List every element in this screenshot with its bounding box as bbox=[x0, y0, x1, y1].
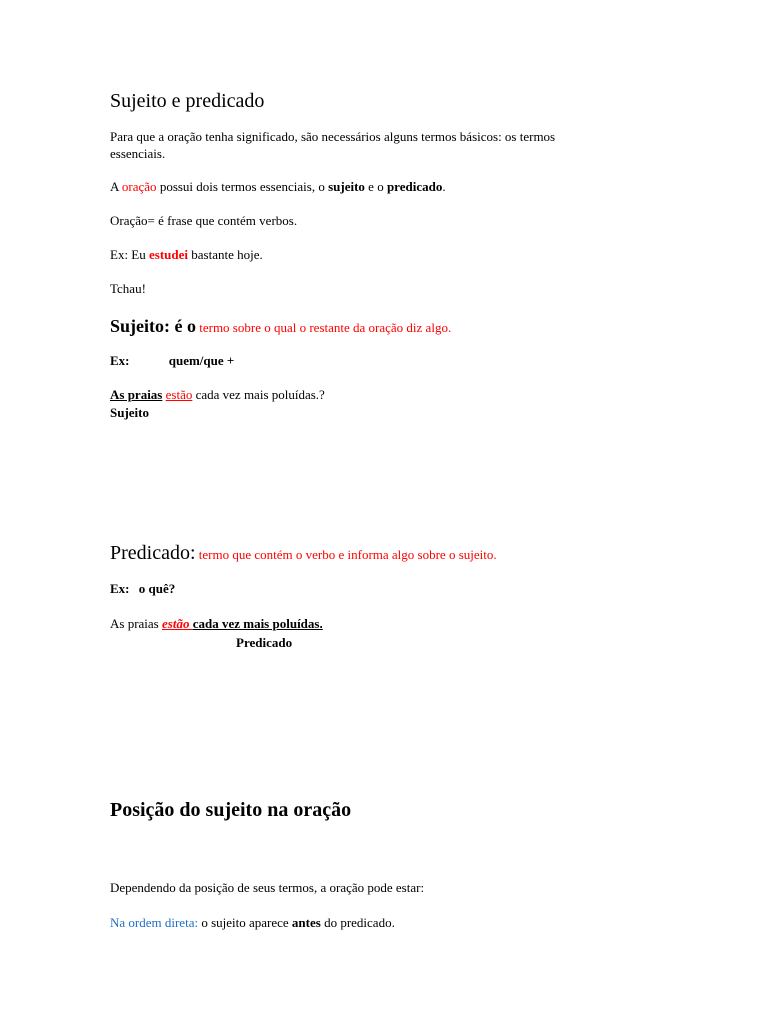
definition-oracao: Oração= é frase que contém verbos. bbox=[110, 213, 298, 228]
sentence-rest: cada vez mais poluídas.? bbox=[192, 387, 325, 402]
ex-label: Ex: bbox=[110, 353, 130, 368]
highlight-oracao: oração bbox=[121, 179, 157, 194]
goodbye-text: Tchau! bbox=[110, 281, 146, 296]
text-segment: do predicado. bbox=[320, 915, 395, 930]
heading-sujeito: Sujeito: é o bbox=[110, 316, 196, 336]
text-segment: . bbox=[442, 179, 446, 194]
heading-sujeito-e-predicado: Sujeito e predicado bbox=[110, 90, 265, 112]
verb-estao: estão bbox=[165, 387, 193, 402]
highlight-predicado: predicado bbox=[386, 179, 443, 194]
predicado-example-label bbox=[110, 580, 175, 598]
highlight-estudei: estudei bbox=[149, 247, 188, 262]
caption-predicado: Predicado bbox=[236, 635, 293, 650]
label-ordem-direta: Na ordem direta: bbox=[110, 915, 199, 930]
text-segment: o sujeito aparece bbox=[198, 915, 292, 930]
subject-as-praias: As praias bbox=[110, 387, 163, 402]
caption-sujeito: Sujeito bbox=[110, 405, 149, 420]
example-estudei bbox=[110, 246, 263, 264]
highlight-sujeito: sujeito bbox=[328, 179, 365, 194]
predicate-rest: cada vez mais poluídas. bbox=[192, 616, 323, 631]
heading-posicao-sujeito: Posição do sujeito na oração bbox=[110, 799, 352, 821]
highlight-antes: antes bbox=[291, 915, 321, 930]
intro-line-2: essenciais. bbox=[110, 146, 166, 161]
sujeito-example-label bbox=[110, 352, 234, 370]
sujeito-definition bbox=[110, 314, 451, 338]
ex-label: Ex: bbox=[110, 581, 130, 596]
verb-estao: estão bbox=[162, 616, 193, 631]
text-segment: Ex: Eu bbox=[110, 247, 149, 262]
heading-predicado: Predicado: bbox=[110, 542, 196, 564]
sentence-prefix: As praias bbox=[110, 616, 162, 631]
predicado-definition bbox=[110, 540, 497, 566]
predicado-example-sentence bbox=[110, 615, 323, 633]
text-segment: possui dois termos essenciais, o bbox=[156, 179, 329, 194]
essential-terms-paragraph bbox=[110, 178, 446, 196]
text-segment: A bbox=[110, 179, 122, 194]
sujeito-example-sentence bbox=[110, 386, 325, 404]
text-segment: e o bbox=[364, 179, 387, 194]
ex-question: quem/que + bbox=[168, 353, 235, 368]
sujeito-definition-text: termo sobre o qual o restante da oração diz algo. bbox=[199, 320, 452, 335]
ex-question: o quê? bbox=[138, 581, 176, 596]
predicado-definition-text: termo que contém o verbo e informa algo sobre o sujeito. bbox=[198, 547, 497, 562]
intro-line-1: Para que a oração tenha significado, são necessários alguns termos básicos: os termos bbox=[110, 129, 556, 144]
text-segment: bastante hoje. bbox=[188, 247, 263, 262]
ordem-direta-paragraph bbox=[110, 914, 395, 932]
posicao-intro: Dependendo da posição de seus termos, a oração pode estar: bbox=[110, 880, 425, 895]
